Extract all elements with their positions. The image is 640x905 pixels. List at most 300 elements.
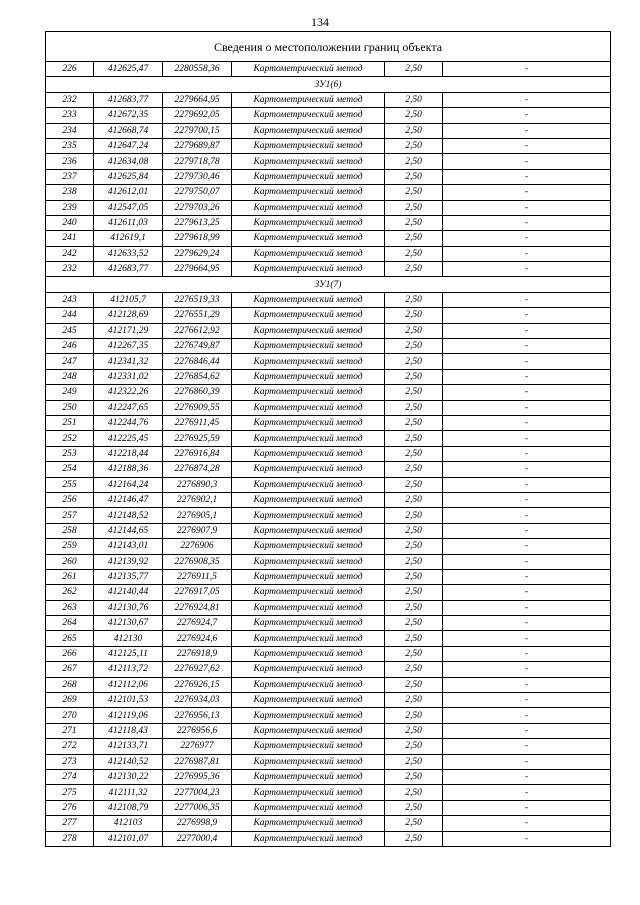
- accuracy-cell: 2,50: [385, 185, 443, 200]
- y-coordinate-cell: 2279700,15: [163, 123, 232, 138]
- section-label: ЗУ1(7): [46, 277, 611, 292]
- note-cell: -: [443, 200, 611, 215]
- x-coordinate-cell: 412146,47: [94, 492, 163, 507]
- method-cell: Картометрический метод: [232, 631, 385, 646]
- accuracy-cell: 2,50: [385, 554, 443, 569]
- note-cell: -: [443, 600, 611, 615]
- method-cell: Картометрический метод: [232, 185, 385, 200]
- y-coordinate-cell: 2276927,62: [163, 662, 232, 677]
- table-row: [46, 385, 611, 400]
- accuracy-cell: 2,50: [385, 616, 443, 631]
- section-label: ЗУ1(6): [46, 77, 611, 92]
- boundary-table-container: [45, 31, 610, 847]
- method-cell: Картометрический метод: [232, 662, 385, 677]
- table-row: [46, 446, 611, 461]
- table-row: [46, 769, 611, 784]
- accuracy-cell: 2,50: [385, 369, 443, 384]
- boundary-coordinates-table: [45, 31, 611, 847]
- x-coordinate-cell: 412244,76: [94, 415, 163, 430]
- point-number-cell: 273: [46, 754, 94, 769]
- method-cell: Картометрический метод: [232, 769, 385, 784]
- note-cell: -: [443, 631, 611, 646]
- point-number-cell: 248: [46, 369, 94, 384]
- accuracy-cell: 2,50: [385, 339, 443, 354]
- x-coordinate-cell: 412341,32: [94, 354, 163, 369]
- note-cell: -: [443, 92, 611, 107]
- note-cell: -: [443, 108, 611, 123]
- accuracy-cell: 2,50: [385, 92, 443, 107]
- note-cell: -: [443, 385, 611, 400]
- method-cell: Картометрический метод: [232, 708, 385, 723]
- x-coordinate-cell: 412634,08: [94, 154, 163, 169]
- accuracy-cell: 2,50: [385, 477, 443, 492]
- note-cell: -: [443, 800, 611, 815]
- y-coordinate-cell: 2276902,1: [163, 492, 232, 507]
- y-coordinate-cell: 2276519,33: [163, 292, 232, 307]
- y-coordinate-cell: 2276977: [163, 739, 232, 754]
- method-cell: Картометрический метод: [232, 677, 385, 692]
- x-coordinate-cell: 412331,02: [94, 369, 163, 384]
- note-cell: -: [443, 708, 611, 723]
- x-coordinate-cell: 412119,06: [94, 708, 163, 723]
- note-cell: -: [443, 723, 611, 738]
- point-number-cell: 238: [46, 185, 94, 200]
- method-cell: Картометрический метод: [232, 369, 385, 384]
- note-cell: -: [443, 400, 611, 415]
- y-coordinate-cell: 2276551,29: [163, 308, 232, 323]
- accuracy-cell: 2,50: [385, 292, 443, 307]
- method-cell: Картометрический метод: [232, 400, 385, 415]
- point-number-cell: 274: [46, 769, 94, 784]
- accuracy-cell: 2,50: [385, 723, 443, 738]
- y-coordinate-cell: 2279629,24: [163, 246, 232, 261]
- x-coordinate-cell: 412112,06: [94, 677, 163, 692]
- accuracy-cell: 2,50: [385, 415, 443, 430]
- note-cell: -: [443, 477, 611, 492]
- accuracy-cell: 2,50: [385, 246, 443, 261]
- note-cell: -: [443, 816, 611, 831]
- note-cell: -: [443, 246, 611, 261]
- y-coordinate-cell: 2276911,5: [163, 569, 232, 584]
- y-coordinate-cell: 2276860,39: [163, 385, 232, 400]
- note-cell: -: [443, 231, 611, 246]
- point-number-cell: 245: [46, 323, 94, 338]
- note-cell: -: [443, 739, 611, 754]
- x-coordinate-cell: 412143,01: [94, 539, 163, 554]
- point-number-cell: 264: [46, 616, 94, 631]
- accuracy-cell: 2,50: [385, 754, 443, 769]
- accuracy-cell: 2,50: [385, 323, 443, 338]
- method-cell: Картометрический метод: [232, 385, 385, 400]
- y-coordinate-cell: 2276905,1: [163, 508, 232, 523]
- point-number-cell: 241: [46, 231, 94, 246]
- y-coordinate-cell: 2276846,44: [163, 354, 232, 369]
- table-row: [46, 431, 611, 446]
- accuracy-cell: 2,50: [385, 816, 443, 831]
- table-row: [46, 354, 611, 369]
- table-row: [46, 739, 611, 754]
- x-coordinate-cell: 412101,53: [94, 693, 163, 708]
- x-coordinate-cell: 412113,72: [94, 662, 163, 677]
- x-coordinate-cell: 412225,45: [94, 431, 163, 446]
- table-row: [46, 415, 611, 430]
- method-cell: Картометрический метод: [232, 215, 385, 230]
- accuracy-cell: 2,50: [385, 231, 443, 246]
- x-coordinate-cell: 412108,79: [94, 800, 163, 815]
- method-cell: Картометрический метод: [232, 200, 385, 215]
- y-coordinate-cell: 2276926,15: [163, 677, 232, 692]
- note-cell: -: [443, 554, 611, 569]
- y-coordinate-cell: 2279703,26: [163, 200, 232, 215]
- accuracy-cell: 2,50: [385, 400, 443, 415]
- method-cell: Картометрический метод: [232, 585, 385, 600]
- note-cell: -: [443, 662, 611, 677]
- note-cell: -: [443, 354, 611, 369]
- table-row: [46, 646, 611, 661]
- x-coordinate-cell: 412128,69: [94, 308, 163, 323]
- y-coordinate-cell: 2279750,07: [163, 185, 232, 200]
- x-coordinate-cell: 412188,36: [94, 462, 163, 477]
- accuracy-cell: 2,50: [385, 123, 443, 138]
- accuracy-cell: 2,50: [385, 800, 443, 815]
- table-row: [46, 723, 611, 738]
- table-row: [46, 400, 611, 415]
- table-row: [46, 523, 611, 538]
- table-row: [46, 569, 611, 584]
- y-coordinate-cell: 2276854,62: [163, 369, 232, 384]
- note-cell: -: [443, 62, 611, 77]
- table-row: [46, 323, 611, 338]
- point-number-cell: 251: [46, 415, 94, 430]
- point-number-cell: 255: [46, 477, 94, 492]
- x-coordinate-cell: 412105,7: [94, 292, 163, 307]
- point-number-cell: 259: [46, 539, 94, 554]
- x-coordinate-cell: 412683,77: [94, 92, 163, 107]
- y-coordinate-cell: 2276917,05: [163, 585, 232, 600]
- note-cell: -: [443, 646, 611, 661]
- point-number-cell: 247: [46, 354, 94, 369]
- accuracy-cell: 2,50: [385, 831, 443, 846]
- point-number-cell: 272: [46, 739, 94, 754]
- x-coordinate-cell: 412118,43: [94, 723, 163, 738]
- table-row: [46, 539, 611, 554]
- x-coordinate-cell: 412619,1: [94, 231, 163, 246]
- x-coordinate-cell: 412148,52: [94, 508, 163, 523]
- note-cell: -: [443, 185, 611, 200]
- accuracy-cell: 2,50: [385, 769, 443, 784]
- x-coordinate-cell: 412125,11: [94, 646, 163, 661]
- point-number-cell: 232: [46, 262, 94, 277]
- point-number-cell: 235: [46, 138, 94, 153]
- method-cell: Картометрический метод: [232, 62, 385, 77]
- note-cell: -: [443, 585, 611, 600]
- note-cell: -: [443, 339, 611, 354]
- y-coordinate-cell: 2276906: [163, 539, 232, 554]
- table-row: [46, 600, 611, 615]
- accuracy-cell: 2,50: [385, 154, 443, 169]
- note-cell: -: [443, 616, 611, 631]
- table-row: [46, 185, 611, 200]
- point-number-cell: 234: [46, 123, 94, 138]
- note-cell: -: [443, 462, 611, 477]
- accuracy-cell: 2,50: [385, 262, 443, 277]
- method-cell: Картометрический метод: [232, 108, 385, 123]
- table-row: [46, 262, 611, 277]
- point-number-cell: 275: [46, 785, 94, 800]
- note-cell: -: [443, 446, 611, 461]
- note-cell: -: [443, 415, 611, 430]
- method-cell: Картометрический метод: [232, 539, 385, 554]
- accuracy-cell: 2,50: [385, 108, 443, 123]
- table-row: [46, 631, 611, 646]
- y-coordinate-cell: 2276956,6: [163, 723, 232, 738]
- note-cell: -: [443, 308, 611, 323]
- method-cell: Картометрический метод: [232, 292, 385, 307]
- accuracy-cell: 2,50: [385, 708, 443, 723]
- y-coordinate-cell: 2279618,99: [163, 231, 232, 246]
- page-number: 134: [311, 15, 329, 29]
- note-cell: -: [443, 677, 611, 692]
- note-cell: -: [443, 123, 611, 138]
- y-coordinate-cell: 2276916,84: [163, 446, 232, 461]
- point-number-cell: 263: [46, 600, 94, 615]
- accuracy-cell: 2,50: [385, 569, 443, 584]
- method-cell: Картометрический метод: [232, 816, 385, 831]
- point-number-cell: 261: [46, 569, 94, 584]
- table-row: [46, 816, 611, 831]
- x-coordinate-cell: 412267,35: [94, 339, 163, 354]
- method-cell: Картометрический метод: [232, 739, 385, 754]
- note-cell: -: [443, 754, 611, 769]
- method-cell: Картометрический метод: [232, 508, 385, 523]
- table-row: [46, 369, 611, 384]
- y-coordinate-cell: 2277006,35: [163, 800, 232, 815]
- accuracy-cell: 2,50: [385, 693, 443, 708]
- method-cell: Картометрический метод: [232, 246, 385, 261]
- y-coordinate-cell: 2276925,59: [163, 431, 232, 446]
- point-number-cell: 233: [46, 108, 94, 123]
- y-coordinate-cell: 2276907,9: [163, 523, 232, 538]
- method-cell: Картометрический метод: [232, 415, 385, 430]
- point-number-cell: 244: [46, 308, 94, 323]
- table-title: Сведения о местоположении границ объекта: [46, 32, 611, 62]
- method-cell: Картометрический метод: [232, 646, 385, 661]
- x-coordinate-cell: 412101,07: [94, 831, 163, 846]
- table-row: [46, 62, 611, 77]
- method-cell: Картометрический метод: [232, 123, 385, 138]
- note-cell: -: [443, 323, 611, 338]
- point-number-cell: 242: [46, 246, 94, 261]
- table-row: [46, 123, 611, 138]
- table-row: [46, 462, 611, 477]
- accuracy-cell: 2,50: [385, 354, 443, 369]
- note-cell: -: [443, 831, 611, 846]
- note-cell: -: [443, 431, 611, 446]
- x-coordinate-cell: 412672,35: [94, 108, 163, 123]
- accuracy-cell: 2,50: [385, 462, 443, 477]
- method-cell: Картометрический метод: [232, 723, 385, 738]
- y-coordinate-cell: 2276924,6: [163, 631, 232, 646]
- table-row: [46, 693, 611, 708]
- point-number-cell: 277: [46, 816, 94, 831]
- note-cell: -: [443, 785, 611, 800]
- point-number-cell: 260: [46, 554, 94, 569]
- method-cell: Картометрический метод: [232, 600, 385, 615]
- x-coordinate-cell: 412611,03: [94, 215, 163, 230]
- point-number-cell: 265: [46, 631, 94, 646]
- table-row: [46, 662, 611, 677]
- table-row: [46, 339, 611, 354]
- accuracy-cell: 2,50: [385, 200, 443, 215]
- note-cell: -: [443, 693, 611, 708]
- point-number-cell: 262: [46, 585, 94, 600]
- table-row: [46, 554, 611, 569]
- method-cell: Картометрический метод: [232, 431, 385, 446]
- point-number-cell: 267: [46, 662, 94, 677]
- accuracy-cell: 2,50: [385, 308, 443, 323]
- method-cell: Картометрический метод: [232, 339, 385, 354]
- y-coordinate-cell: 2277004,23: [163, 785, 232, 800]
- point-number-cell: 257: [46, 508, 94, 523]
- x-coordinate-cell: 412625,47: [94, 62, 163, 77]
- x-coordinate-cell: 412130: [94, 631, 163, 646]
- note-cell: -: [443, 508, 611, 523]
- x-coordinate-cell: 412133,71: [94, 739, 163, 754]
- accuracy-cell: 2,50: [385, 446, 443, 461]
- table-row: [46, 200, 611, 215]
- point-number-cell: 232: [46, 92, 94, 107]
- table-row: [46, 508, 611, 523]
- x-coordinate-cell: 412140,44: [94, 585, 163, 600]
- x-coordinate-cell: 412164,24: [94, 477, 163, 492]
- table-row: [46, 616, 611, 631]
- note-cell: -: [443, 169, 611, 184]
- x-coordinate-cell: 412625,84: [94, 169, 163, 184]
- y-coordinate-cell: 2279730,46: [163, 169, 232, 184]
- accuracy-cell: 2,50: [385, 600, 443, 615]
- accuracy-cell: 2,50: [385, 169, 443, 184]
- method-cell: Картометрический метод: [232, 169, 385, 184]
- table-row: [46, 831, 611, 846]
- table-row: [46, 677, 611, 692]
- y-coordinate-cell: 2276918,9: [163, 646, 232, 661]
- point-number-cell: 246: [46, 339, 94, 354]
- point-number-cell: 236: [46, 154, 94, 169]
- y-coordinate-cell: 2276924,7: [163, 616, 232, 631]
- accuracy-cell: 2,50: [385, 138, 443, 153]
- table-row: [46, 492, 611, 507]
- table-row: [46, 800, 611, 815]
- method-cell: Картометрический метод: [232, 554, 385, 569]
- note-cell: -: [443, 492, 611, 507]
- note-cell: -: [443, 292, 611, 307]
- y-coordinate-cell: 2276995,36: [163, 769, 232, 784]
- note-cell: -: [443, 138, 611, 153]
- y-coordinate-cell: 2280558,36: [163, 62, 232, 77]
- x-coordinate-cell: 412612,01: [94, 185, 163, 200]
- table-row: [46, 231, 611, 246]
- table-row: [46, 169, 611, 184]
- table-body: [46, 62, 611, 847]
- note-cell: -: [443, 215, 611, 230]
- accuracy-cell: 2,50: [385, 539, 443, 554]
- accuracy-cell: 2,50: [385, 492, 443, 507]
- point-number-cell: 237: [46, 169, 94, 184]
- point-number-cell: 266: [46, 646, 94, 661]
- y-coordinate-cell: 2276908,35: [163, 554, 232, 569]
- point-number-cell: 252: [46, 431, 94, 446]
- x-coordinate-cell: 412668,74: [94, 123, 163, 138]
- method-cell: Картометрический метод: [232, 354, 385, 369]
- note-cell: -: [443, 369, 611, 384]
- method-cell: Картометрический метод: [232, 523, 385, 538]
- table-row: [46, 215, 611, 230]
- method-cell: Картометрический метод: [232, 323, 385, 338]
- note-cell: -: [443, 154, 611, 169]
- table-row: [46, 292, 611, 307]
- method-cell: Картометрический метод: [232, 231, 385, 246]
- y-coordinate-cell: 2279689,87: [163, 138, 232, 153]
- method-cell: Картометрический метод: [232, 446, 385, 461]
- point-number-cell: 250: [46, 400, 94, 415]
- y-coordinate-cell: 2279692,05: [163, 108, 232, 123]
- y-coordinate-cell: 2276890,3: [163, 477, 232, 492]
- y-coordinate-cell: 2276909,55: [163, 400, 232, 415]
- point-number-cell: 254: [46, 462, 94, 477]
- point-number-cell: 258: [46, 523, 94, 538]
- point-number-cell: 253: [46, 446, 94, 461]
- table-row: [46, 92, 611, 107]
- y-coordinate-cell: 2276924,81: [163, 600, 232, 615]
- method-cell: Картометрический метод: [232, 477, 385, 492]
- point-number-cell: 240: [46, 215, 94, 230]
- accuracy-cell: 2,50: [385, 646, 443, 661]
- y-coordinate-cell: 2279664,95: [163, 262, 232, 277]
- y-coordinate-cell: 2276612,92: [163, 323, 232, 338]
- table-row: [46, 585, 611, 600]
- x-coordinate-cell: 412130,76: [94, 600, 163, 615]
- y-coordinate-cell: 2279664,95: [163, 92, 232, 107]
- method-cell: Картометрический метод: [232, 462, 385, 477]
- x-coordinate-cell: 412683,77: [94, 262, 163, 277]
- x-coordinate-cell: 412140,52: [94, 754, 163, 769]
- accuracy-cell: 2,50: [385, 215, 443, 230]
- accuracy-cell: 2,50: [385, 523, 443, 538]
- point-number-cell: 239: [46, 200, 94, 215]
- x-coordinate-cell: 412247,65: [94, 400, 163, 415]
- table-row: [46, 154, 611, 169]
- method-cell: Картометрический метод: [232, 492, 385, 507]
- y-coordinate-cell: 2279613,25: [163, 215, 232, 230]
- accuracy-cell: 2,50: [385, 677, 443, 692]
- table-row: [46, 138, 611, 153]
- method-cell: Картометрический метод: [232, 154, 385, 169]
- accuracy-cell: 2,50: [385, 385, 443, 400]
- note-cell: -: [443, 262, 611, 277]
- x-coordinate-cell: 412130,22: [94, 769, 163, 784]
- point-number-cell: 270: [46, 708, 94, 723]
- y-coordinate-cell: 2276956,13: [163, 708, 232, 723]
- point-number-cell: 226: [46, 62, 94, 77]
- y-coordinate-cell: 2276911,45: [163, 415, 232, 430]
- y-coordinate-cell: 2276874,28: [163, 462, 232, 477]
- x-coordinate-cell: 412135,77: [94, 569, 163, 584]
- point-number-cell: 249: [46, 385, 94, 400]
- x-coordinate-cell: 412139,92: [94, 554, 163, 569]
- section-row: [46, 277, 611, 292]
- x-coordinate-cell: 412633,52: [94, 246, 163, 261]
- y-coordinate-cell: 2277000,4: [163, 831, 232, 846]
